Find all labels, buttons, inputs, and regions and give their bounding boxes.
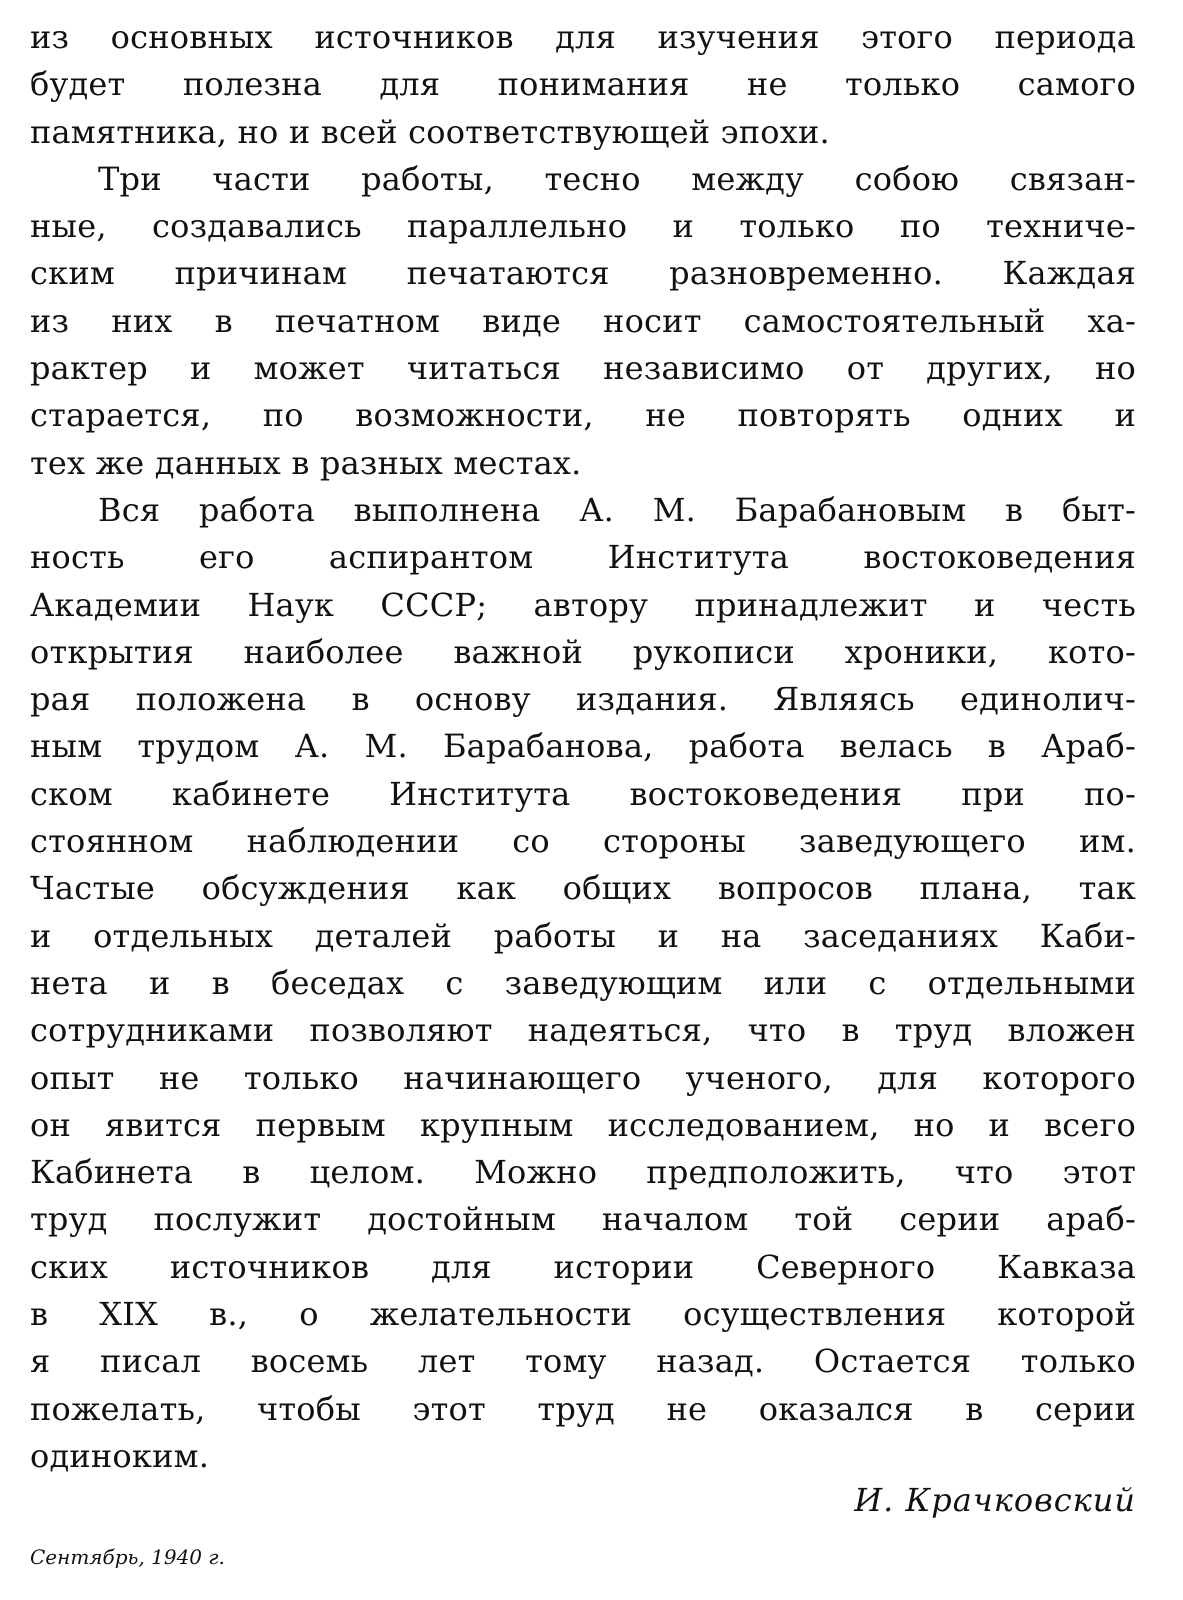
- body-text: [30, 14, 1136, 1480]
- text-line: ность его аспирантом Института востоковедения: [30, 538, 1136, 577]
- text-line: в XIX в., о желательности осуществления которой: [30, 1295, 1136, 1334]
- text-line: ском кабинете Института востоковедения при по-: [30, 774, 1136, 813]
- text-line: Частые обсуждения как общих вопросов плана, так: [30, 869, 1136, 908]
- text-line: Три части работы, тесно между собою связан-: [98, 159, 1136, 198]
- text-line: ные, создавались параллельно и только по техниче-: [30, 207, 1136, 246]
- text-line: он явится первым крупным исследованием, но и всего: [30, 1105, 1136, 1144]
- text-line: старается, по возможности, не повторять одних и: [30, 396, 1136, 435]
- text-line: ным трудом А. М. Барабанова, работа велась в Араб-: [30, 727, 1136, 766]
- text-line: ским причинам печатаются разновременно. Каждая: [30, 254, 1136, 293]
- text-line: открытия наиболее важной рукописи хроники, кото-: [30, 632, 1136, 671]
- text-line: тех же данных в разных местах.: [30, 443, 582, 482]
- text-line: из них в печатном виде носит самостоятельный ха-: [30, 301, 1136, 340]
- text-line: Вся работа выполнена А. М. Барабановым в быт-: [98, 490, 1136, 529]
- author-signature: И. Крачковский: [854, 1481, 1136, 1519]
- text-line: рая положена в основу издания. Являясь единолич-: [30, 680, 1136, 719]
- text-line: я писал восемь лет тому назад. Остается только: [30, 1342, 1136, 1381]
- text-line: опыт не только начинающего ученого, для которого: [30, 1058, 1136, 1097]
- text-line: труд послужит достойным началом той серии араб-: [30, 1200, 1136, 1239]
- text-line: нета и в беседах с заведующим или с отдельными: [30, 963, 1136, 1002]
- text-line: будет полезна для понимания не только самого: [30, 65, 1136, 104]
- text-line: сотрудниками позволяют надеяться, что в труд вложен: [30, 1011, 1136, 1050]
- text-line: одиноким.: [30, 1436, 210, 1475]
- text-line: Академии Наук СССР; автору принадлежит и честь: [30, 585, 1136, 624]
- text-line: Кабинета в целом. Можно предположить, что этот: [30, 1153, 1136, 1192]
- text-line: ских источников для истории Северного Кавказа: [30, 1247, 1136, 1286]
- date-line: Сентябрь, 1940 г.: [30, 1545, 225, 1569]
- text-line: стоянном наблюдении со стороны заведующего им.: [30, 822, 1136, 861]
- text-line: пожелать, чтобы этот труд не оказался в серии: [30, 1389, 1136, 1428]
- text-line: памятника, но и всей соответствующей эпохи.: [30, 112, 830, 151]
- text-line: рактер и может читаться независимо от других, но: [30, 349, 1136, 388]
- text-line: из основных источников для изучения этого периода: [30, 18, 1136, 56]
- text-line: и отдельных деталей работы и на заседаниях Каби-: [30, 916, 1136, 955]
